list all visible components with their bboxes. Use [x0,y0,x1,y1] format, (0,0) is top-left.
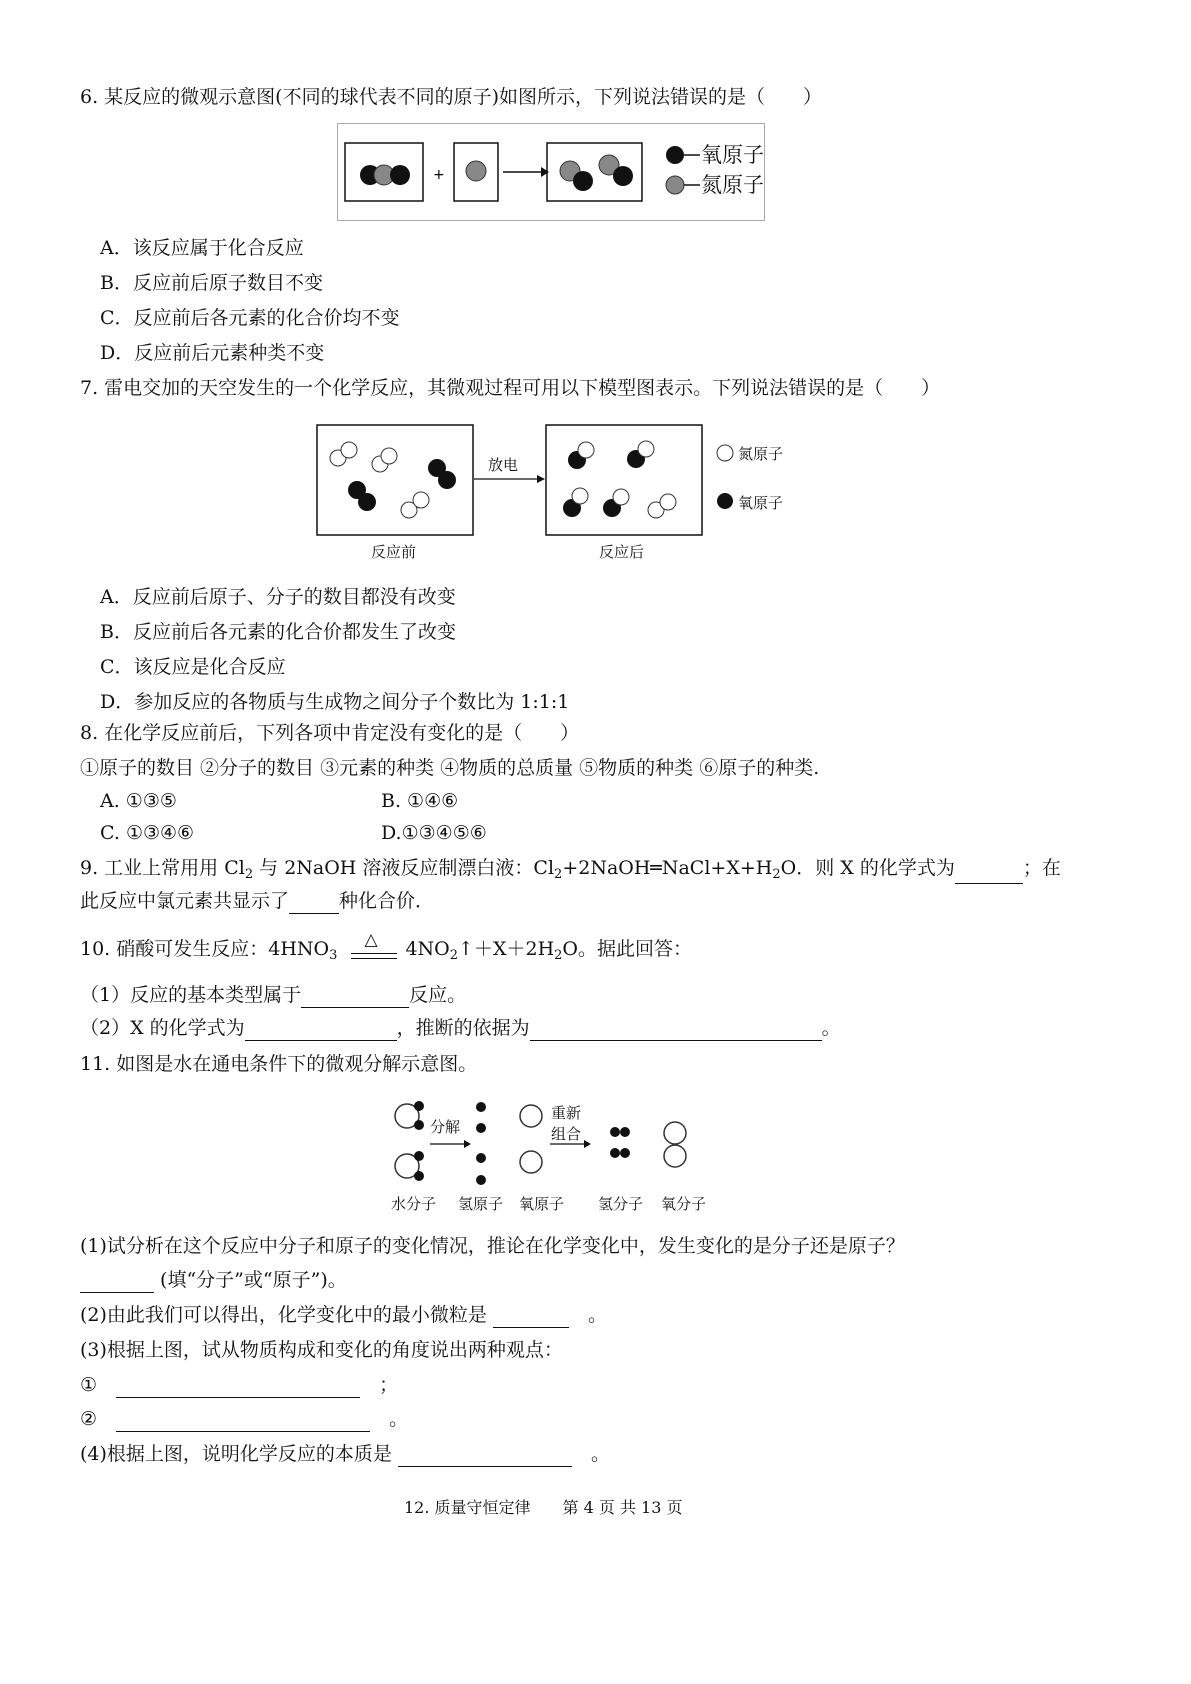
q8-items: ①原子的数目 ②分子的数目 ③元素的种类 ④物质的总质量 ⑤物质的种类 ⑥原子的种类. [80,757,820,779]
q8-option-c: C. ①③④⑥ [100,822,195,844]
q7-after-label: 反应后 [599,543,645,561]
q7-arrow-label: 放电 [488,456,519,474]
q7-legend-oxygen: 氧原子 [738,494,784,512]
q11-part-2 [80,1302,607,1328]
q9-text-7: 种化合价． [339,890,435,912]
q10-blank-formula[interactable] [245,1020,397,1041]
q8-stem: 8. 在化学反应前后，下列各项中肯定没有变化的是（ ） [80,722,580,744]
q7-option-a: A．反应前后原子、分子的数目都没有改变 [100,586,456,608]
q10-part-1 [80,982,466,1008]
q10-blank-basis[interactable] [530,1020,822,1041]
q11-part-3-1-end: ； [379,1374,399,1396]
q6-option-d: D．反应前后元素种类不变 [100,342,325,364]
q11-part-4-end: 。 [590,1443,610,1465]
q11-part-3-1 [80,1372,398,1398]
q11-blank-4[interactable] [398,1446,572,1467]
q7-stem: 7. 雷电交加的天空发生的一个化学反应，其微观过程可用以下模型图表示。下列说法错误的是（ ） [80,377,941,399]
q11-part-1-answer [80,1267,347,1293]
q11-part-1: (1)试分析在这个反应中分子和原子的变化情况，推论在化学变化中，发生变化的是分子还是原子？ [80,1235,905,1257]
q11-blank-1[interactable] [80,1272,154,1293]
q10-stem [80,930,692,965]
q11-part-4-text: (4)根据上图，说明化学反应的本质是 [80,1443,392,1465]
q10-text-3: ↑＋X＋2H [458,938,555,960]
q11-blank-3-1[interactable] [116,1377,360,1398]
q9-blank-valence[interactable] [289,893,339,914]
q11-figure [388,1092,723,1222]
q11-label-h-atom: 氢原子 [458,1195,504,1213]
q6-option-a: A．该反应属于化合反应 [100,237,304,259]
q7-option-c: C．该反应是化合反应 [100,656,286,678]
q11-part-3-2 [80,1406,408,1432]
q10-part-2-text: （2）X 的化学式为 [80,1017,245,1039]
q11-part-2-text: (2)由此我们可以得出，化学变化中的最小微粒是 [80,1304,487,1326]
q11-blank-2[interactable] [493,1307,569,1328]
q11-part-3-1-num: ① [80,1374,98,1396]
q7-option-d: D．参加反应的各物质与生成物之间分子个数比为 1:1:1 [100,691,570,713]
q10-text-2: 4NO [405,938,450,960]
q9-text-6: 此反应中氯元素共显示了 [80,890,290,912]
q6-figure [337,123,765,221]
q6-legend-nitrogen: 氮原子 [701,173,764,197]
q10-heat-symbol: △ [364,930,378,950]
q11-label-o2: 氧分子 [661,1195,707,1213]
q10-part-2 [80,1015,841,1041]
q11-part-3: (3)根据上图，试从物质构成和变化的角度说出两种观点： [80,1339,563,1361]
q11-part-3-2-end: 。 [389,1408,409,1430]
q11-part-1-hint: (填“分子”或“原子”)。 [160,1269,347,1291]
q11-recombine-label-1: 重新 [551,1104,582,1122]
q10-part-1-end: 反应。 [409,984,467,1006]
q11-label-water: 水分子 [391,1195,437,1213]
q10-text-1: 10. 硝酸可发生反应：4HNO [80,938,330,960]
q9-line-2 [80,888,434,914]
q7-figure [316,422,806,570]
q11-part-4 [80,1441,610,1467]
q7-before-label: 反应前 [371,543,417,561]
q9-line-1 [80,855,1061,884]
q11-blank-3-2[interactable] [116,1411,370,1432]
q10-sub-1: 3 [329,948,338,963]
q9-text-3: +2NaOH═NaCl+X+H [562,857,773,879]
q8-option-b: B. ①④⑥ [381,790,459,812]
q7-legend-nitrogen: 氮原子 [738,445,784,463]
q7-option-b: B．反应前后各元素的化合价都发生了改变 [100,621,456,643]
q10-sub-3: 2 [554,948,563,963]
q9-sub-2: 2 [554,867,563,882]
q10-sub-2: 2 [449,948,459,963]
q6-option-c: C．反应前后各元素的化合价均不变 [100,307,400,329]
q7-after-box [546,425,702,535]
q6-option-b: B．反应前后原子数目不变 [100,272,323,294]
svg-text:+: + [433,167,445,183]
q11-part-2-end: 。 [587,1304,607,1326]
q6-stem: 6. 某反应的微观示意图(不同的球代表不同的原子)如图所示，下列说法错误的是（ ） [80,86,822,108]
q9-text-2: 与 2NaOH 溶液反应制漂白液：Cl [253,857,555,879]
q9-text-5: ；在 [1022,857,1061,879]
q10-heat-condition [351,930,397,965]
q10-part-2-end: 。 [821,1017,841,1039]
q10-blank-type[interactable] [301,987,409,1008]
q11-stem: 11. 如图是水在通电条件下的微观分解示意图。 [80,1053,478,1075]
q9-sub-1: 2 [244,867,254,882]
q11-part-3-2-num: ② [80,1408,98,1430]
q9-text-4: O．则 X 的化学式为 [780,857,955,879]
q9-blank-formula[interactable] [955,863,1023,884]
q10-part-2-mid: ，推断的依据为 [396,1017,530,1039]
q10-text-4: O。据此回答： [562,938,692,960]
q8-option-a: A. ①③⑤ [100,790,177,812]
q10-part-1-text: （1）反应的基本类型属于 [80,984,302,1006]
q11-decompose-label: 分解 [430,1118,461,1136]
q8-option-d: D.①③④⑤⑥ [381,822,487,844]
q9-sub-3: 2 [772,867,781,882]
q11-recombine-label-2: 组合 [551,1125,582,1143]
q6-legend-oxygen: 氧原子 [701,143,764,167]
page-footer: 12. 质量守恒定律 第 4 页 共 13 页 [404,1498,683,1517]
q11-label-h2: 氢分子 [598,1195,644,1213]
q9-text-1: 9. 工业上常用用 Cl [80,857,245,879]
q11-label-o-atom: 氧原子 [519,1195,565,1213]
